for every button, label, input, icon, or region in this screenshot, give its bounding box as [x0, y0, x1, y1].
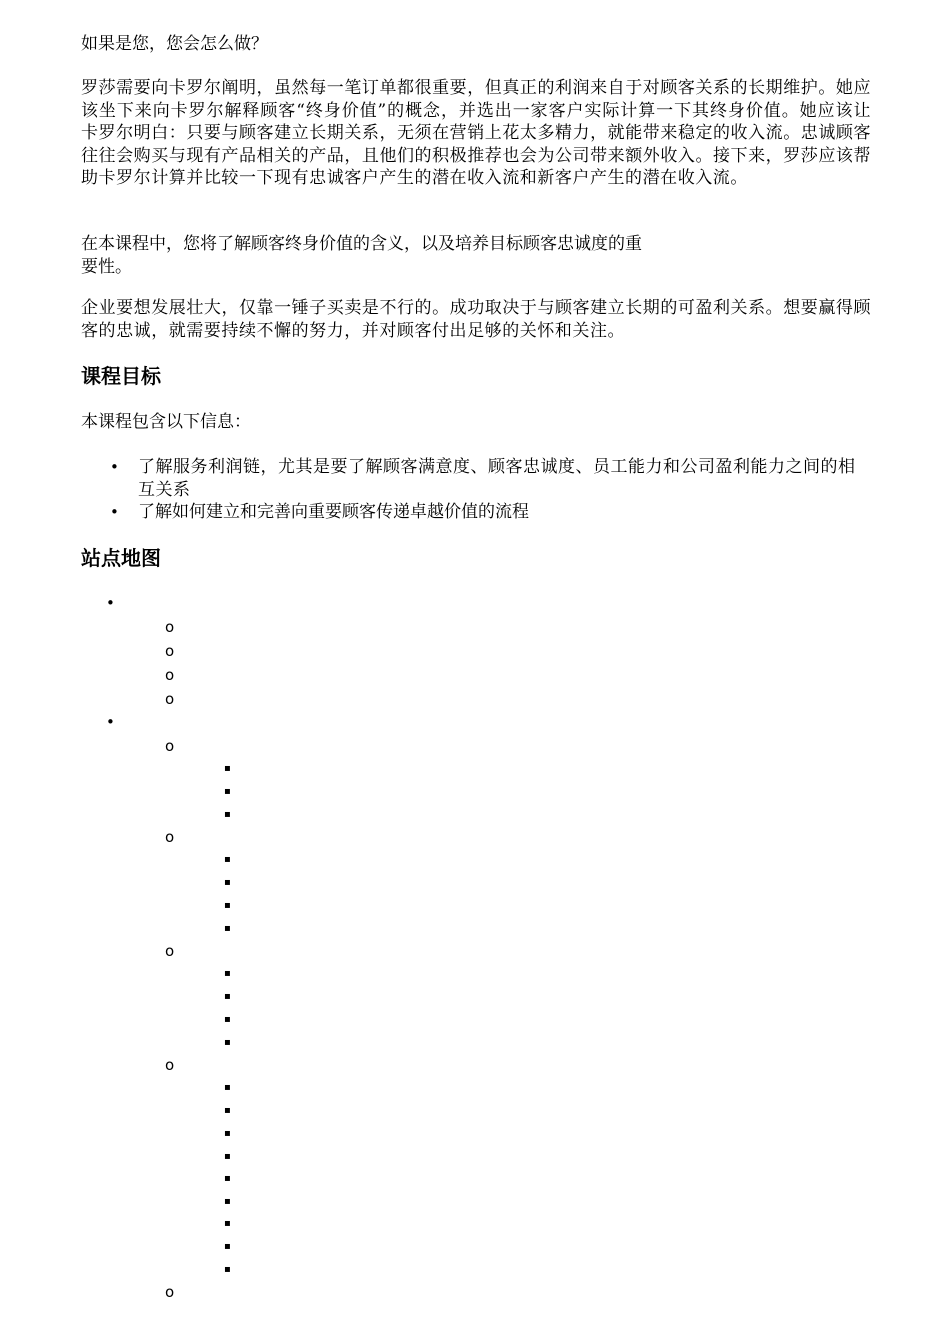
sitemap-bullet-l3: ▪: [224, 1105, 231, 1116]
bullet-icon: •: [110, 458, 119, 476]
sitemap-bullet-l3: ▪: [224, 923, 231, 934]
sitemap-bullet-l3: ▪: [224, 1196, 231, 1207]
sitemap-bullet-l3: ▪: [224, 1173, 231, 1184]
sitemap-heading: 站点地图: [81, 546, 161, 570]
sitemap-bullet-l3: ▪: [224, 1264, 231, 1275]
sitemap-bullet-l3: ▪: [224, 809, 231, 820]
sitemap-bullet-l3: ▪: [224, 1082, 231, 1093]
sitemap-bullet-l3: ▪: [224, 763, 231, 774]
course-intro-line-2: 要性。: [81, 256, 132, 277]
question-paragraph: 如果是您，您会怎么做？: [81, 34, 268, 54]
sitemap-bullet-l3: ▪: [224, 968, 231, 979]
sitemap-bullet-l2: o: [165, 1056, 175, 1074]
answer-paragraph: 罗莎需要向卡罗尔阐明，虽然每一笔订单都很重要，但真正的利润来自于对顾客关系的长期维护。她应该坐下来向卡罗尔解释顾客“终身价值”的概念，并选出一家客户实际计算一下其终身价值。她应该让卡罗尔明白：只要与顾客建立长期关系，无须在营销上花太多精力，就能带来稳定的收入流。忠诚顾客往往会购买与现有产品相关的产品，且他们的积极推荐也会为公司带来额外收入。接下来，罗莎应该帮助卡罗尔计算并比较一下现有忠诚客户产生的潜在收入流和新客户产生的潜在收入流。: [81, 78, 871, 188]
bullet-icon: •: [110, 503, 119, 521]
sitemap-bullet-l1: •: [106, 594, 115, 612]
enterprise-paragraph: 企业要想发展壮大，仅靠一锤子买卖是不行的。成功取决于与顾客建立长期的可盈利关系。想要赢得顾客的忠诚，就需要持续不懈的努力，并对顾客付出足够的关怀和关注。: [81, 298, 871, 341]
sitemap-bullet-l3: ▪: [224, 1241, 231, 1252]
course-goals-list: [80, 456, 870, 524]
sitemap-bullet-l3: ▪: [224, 854, 231, 865]
goal-text-1: 了解服务利润链，尤其是要了解顾客满意度、顾客忠诚度、员工能力和公司盈利能力之间的相互关系: [138, 457, 856, 500]
sitemap-bullet-l2: o: [165, 642, 175, 660]
sitemap-bullet-l2: o: [165, 1283, 175, 1301]
sitemap-bullet-l2: o: [165, 690, 175, 708]
sitemap-bullet-l2: o: [165, 737, 175, 755]
sitemap-bullet-l2: o: [165, 666, 175, 684]
list-item: [80, 456, 870, 501]
sitemap-bullet-l3: ▪: [224, 1151, 231, 1162]
sitemap-bullet-l1: •: [106, 713, 115, 731]
course-intro-line-1: 在本课程中，您将了解顾客终身价值的含义，以及培养目标顾客忠诚度的重: [81, 234, 642, 254]
course-goals-lead: 本课程包含以下信息：: [81, 412, 251, 432]
sitemap-bullet-l2: o: [165, 618, 175, 636]
course-goals-heading: 课程目标: [81, 364, 161, 388]
course-intro-paragraph: [81, 233, 871, 278]
sitemap-bullet-l3: ▪: [224, 900, 231, 911]
goal-text-2: 了解如何建立和完善向重要顾客传递卓越价值的流程: [138, 502, 529, 522]
sitemap-bullet-l3: ▪: [224, 1218, 231, 1229]
sitemap-bullet-l3: ▪: [224, 1037, 231, 1048]
sitemap-bullet-l3: ▪: [224, 877, 231, 888]
sitemap-bullet-l3: ▪: [224, 1128, 231, 1139]
sitemap-bullet-l3: ▪: [224, 786, 231, 797]
sitemap-bullet-l3: ▪: [224, 1014, 231, 1025]
list-item: [80, 501, 870, 524]
sitemap-bullet-l2: o: [165, 828, 175, 846]
sitemap-bullet-l2: o: [165, 942, 175, 960]
sitemap-bullet-l3: ▪: [224, 991, 231, 1002]
